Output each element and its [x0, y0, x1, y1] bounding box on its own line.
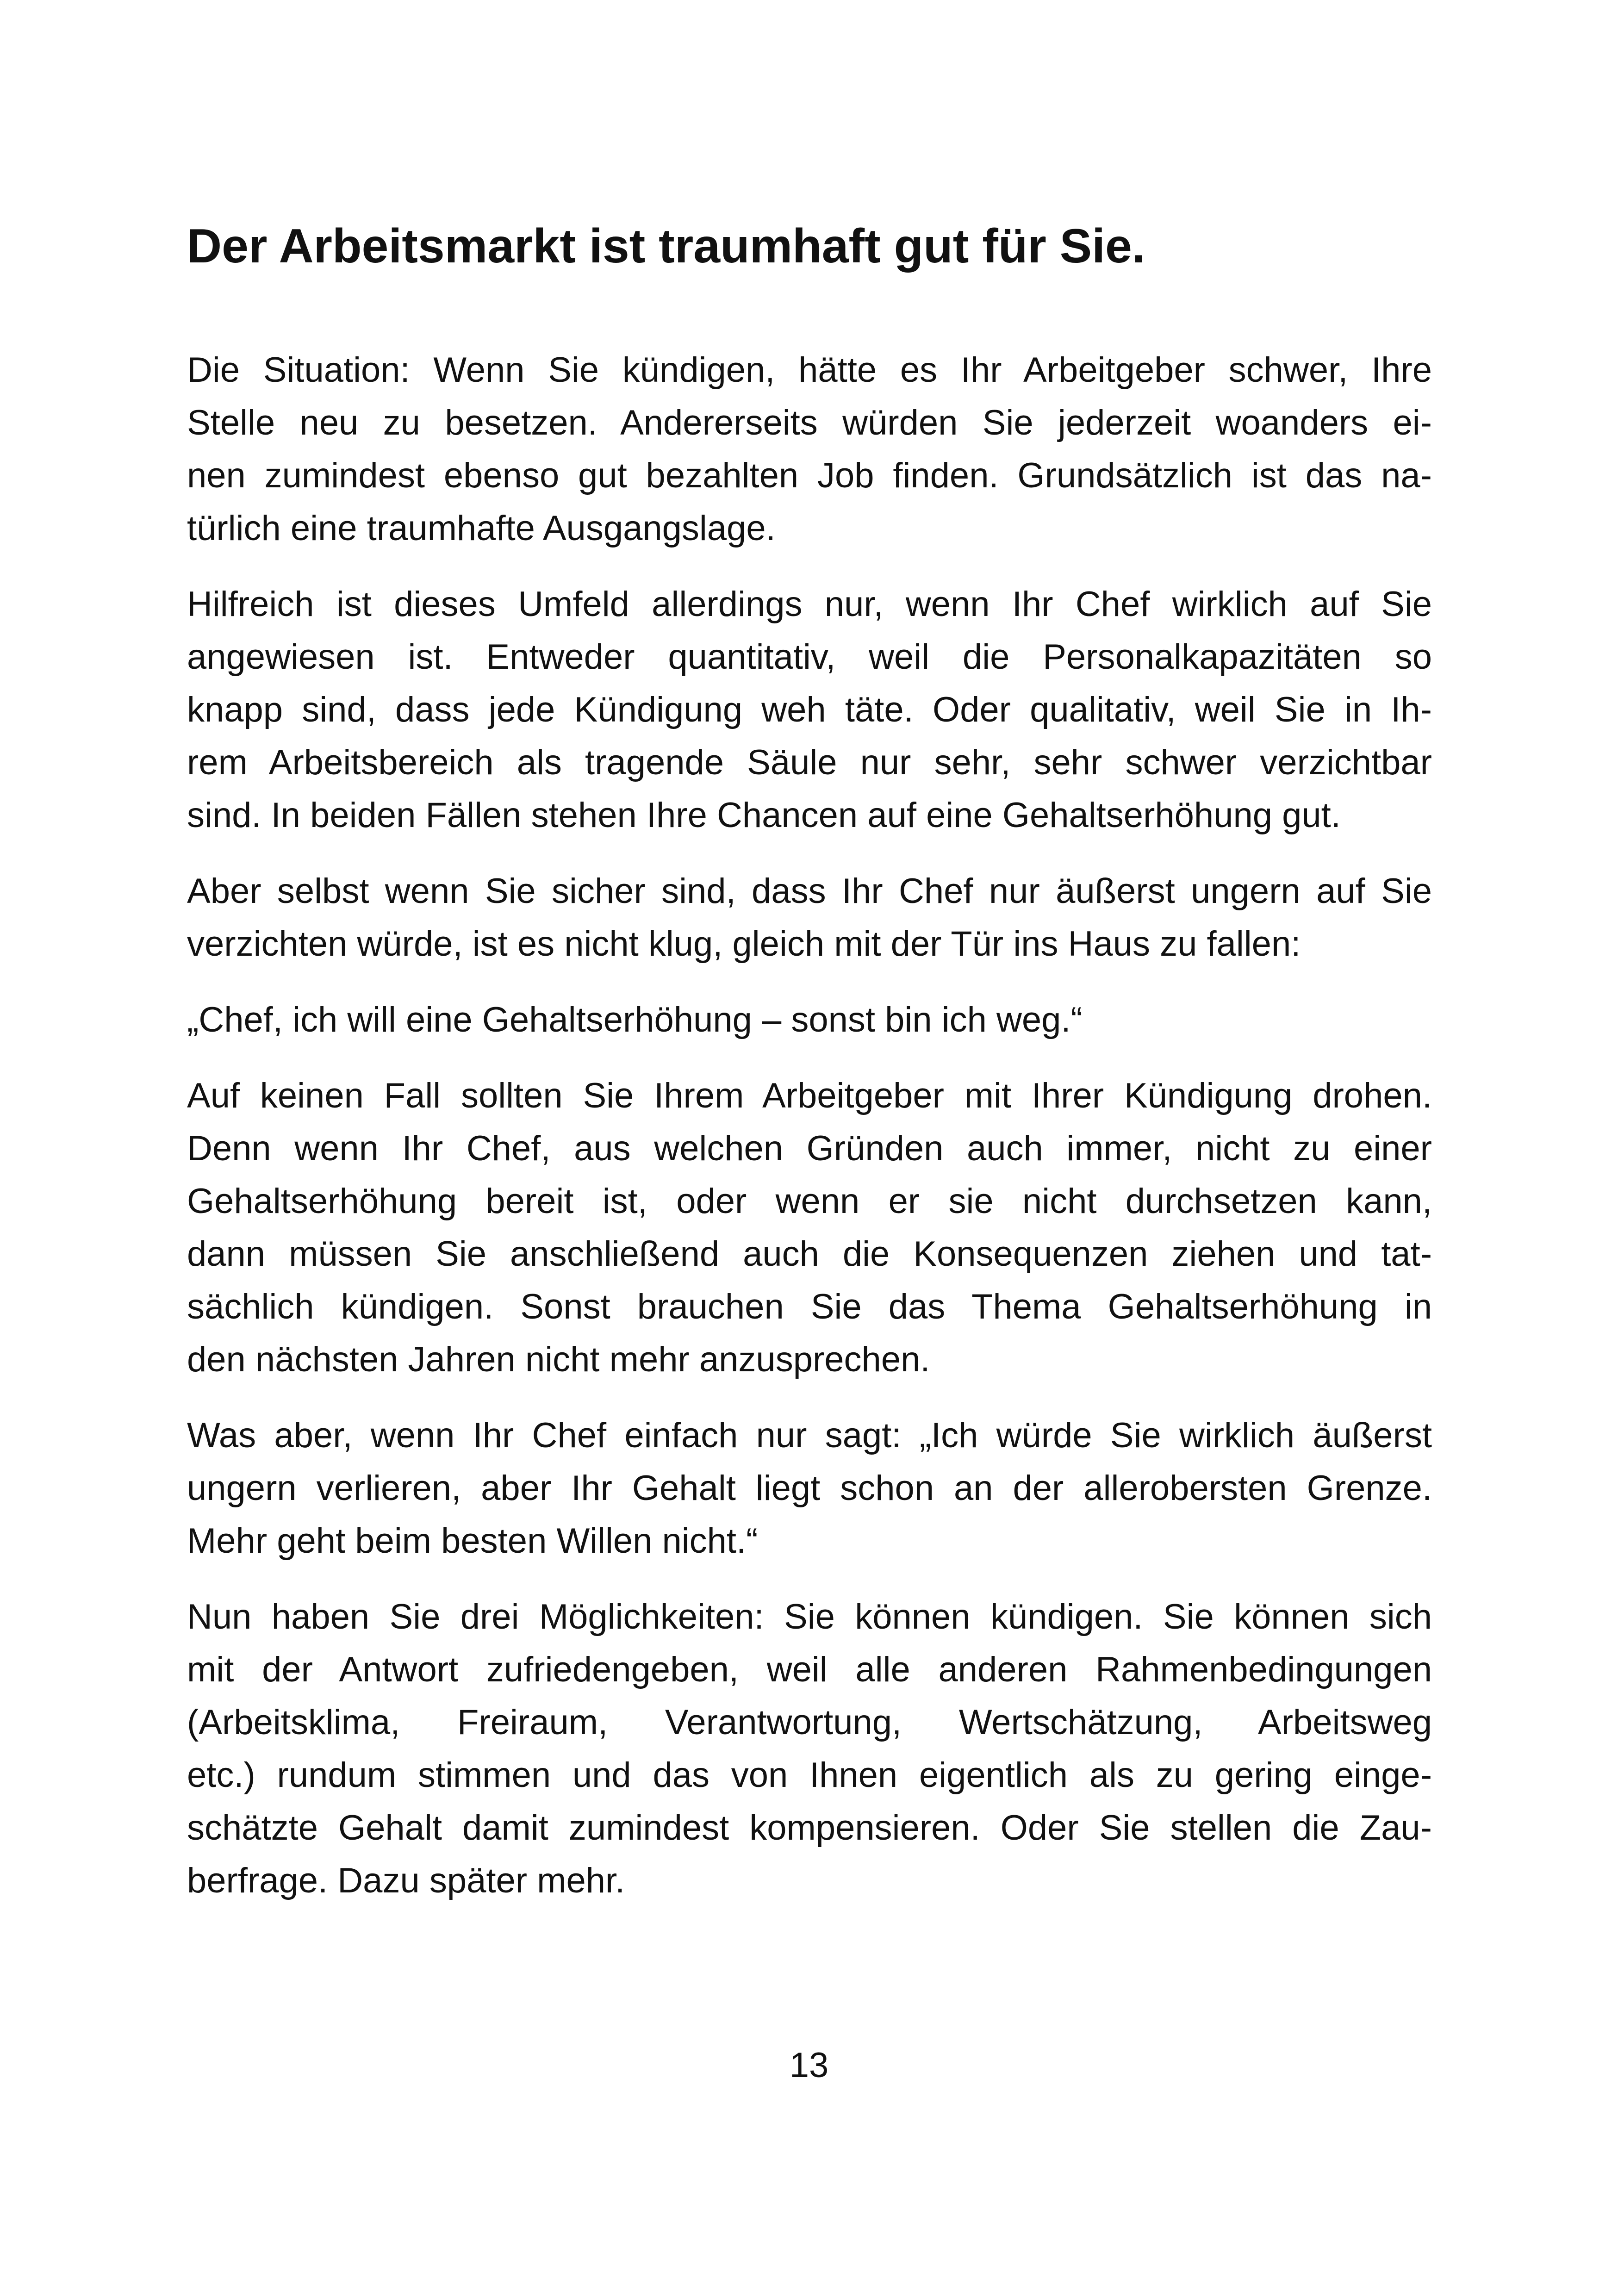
text-line: verzichten würde, ist es nicht klug, gleich mit der Tür ins Haus zu fallen:: [187, 924, 1301, 964]
text-line: (Arbeitsklima, Freiraum, Verantwortung, Wertschätzung, Arbeitsweg: [187, 1702, 1432, 1742]
text-line: berfrage. Dazu später mehr.: [187, 1860, 625, 1900]
text-line: angewiesen ist. Entweder quantitativ, weil die Personalkapazitäten so: [187, 637, 1432, 677]
text-line: Stelle neu zu besetzen. Andererseits würden Sie jederzeit woanders ei-: [187, 403, 1432, 442]
text-line: mit der Antwort zufriedengeben, weil alle anderen Rahmenbedingungen: [187, 1649, 1432, 1689]
text-line: Die Situation: Wenn Sie kündigen, hätte es Ihr Arbeitgeber schwer, Ihre: [187, 350, 1432, 390]
text-line: Was aber, wenn Ihr Chef einfach nur sagt: „Ich würde Sie wirklich äußerst: [187, 1415, 1432, 1455]
text-line: „Chef, ich will eine Gehaltserhöhung – sonst bin ich weg.“: [187, 1000, 1083, 1039]
text-line: knapp sind, dass jede Kündigung weh täte. Oder qualitativ, weil Sie in Ih-: [187, 690, 1432, 729]
page-content: [187, 218, 1432, 1930]
text-line: sächlich kündigen. Sonst brauchen Sie das Thema Gehaltserhöhung in: [187, 1287, 1432, 1326]
text-line: dann müssen Sie anschließend auch die Konsequenzen ziehen und tat-: [187, 1234, 1432, 1274]
text-line: Mehr geht beim besten Willen nicht.“: [187, 1521, 758, 1561]
paragraph: [187, 1591, 1432, 1907]
text-line: sind. In beiden Fällen stehen Ihre Chancen auf eine Gehaltserhöhung gut.: [187, 795, 1341, 835]
text-line: Hilfreich ist dieses Umfeld allerdings nur, wenn Ihr Chef wirklich auf Sie: [187, 584, 1432, 624]
text-line: nen zumindest ebenso gut bezahlten Job finden. Grundsätzlich ist das na-: [187, 455, 1432, 495]
text-line: Aber selbst wenn Sie sicher sind, dass Ihr Chef nur äußerst ungern auf Sie: [187, 871, 1432, 911]
body-text: [187, 344, 1432, 1907]
paragraph: [187, 344, 1432, 555]
paragraph: [187, 578, 1432, 842]
text-line: ungern verlieren, aber Ihr Gehalt liegt schon an der allerobersten Grenze.: [187, 1468, 1432, 1508]
text-line: türlich eine traumhafte Ausgangslage.: [187, 508, 776, 548]
text-line: etc.) rundum stimmen und das von Ihnen eigentlich als zu gering einge-: [187, 1755, 1432, 1795]
paragraph: [187, 1070, 1432, 1386]
paragraph: [187, 1409, 1432, 1568]
section-heading: Der Arbeitsmarkt ist traumhaft gut für Sie.: [187, 219, 1145, 273]
paragraph: [187, 865, 1432, 971]
text-line: rem Arbeitsbereich als tragende Säule nur sehr, sehr schwer verzichtbar: [187, 742, 1432, 782]
text-line: den nächsten Jahren nicht mehr anzusprechen.: [187, 1339, 930, 1379]
page-number: 13: [789, 2046, 829, 2085]
text-line: Auf keinen Fall sollten Sie Ihrem Arbeitgeber mit Ihrer Kündigung drohen.: [187, 1076, 1432, 1115]
text-line: Nun haben Sie drei Möglichkeiten: Sie können kündigen. Sie können sich: [187, 1597, 1432, 1636]
text-line: Denn wenn Ihr Chef, aus welchen Gründen auch immer, nicht zu einer: [187, 1128, 1432, 1168]
text-line: schätzte Gehalt damit zumindest kompensieren. Oder Sie stellen die Zau-: [187, 1808, 1432, 1848]
paragraph: [187, 994, 1432, 1046]
text-line: Gehaltserhöhung bereit ist, oder wenn er sie nicht durchsetzen kann,: [187, 1181, 1432, 1221]
